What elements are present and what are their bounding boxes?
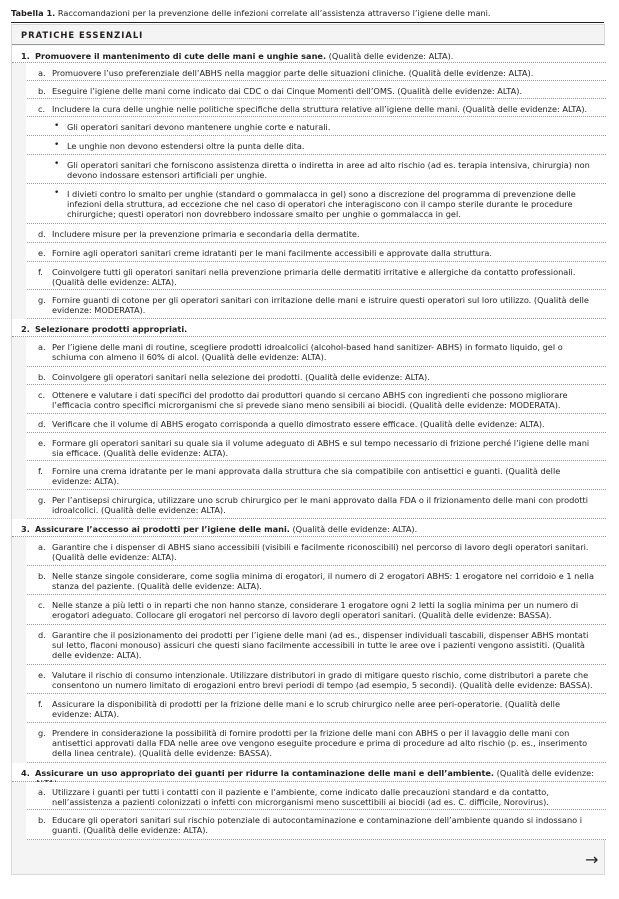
row-gutter [12, 117, 26, 137]
row-gutter [12, 537, 26, 567]
bullet-row [12, 117, 606, 136]
section-row [12, 519, 606, 537]
recommendation-row [12, 595, 606, 625]
recommendations-table [11, 24, 605, 875]
item-letter: d. [38, 419, 46, 429]
row-gutter [12, 337, 26, 368]
recommendation-row [12, 537, 606, 566]
row-gutter [12, 367, 26, 386]
recommendation-row [12, 262, 606, 290]
recommendation-row [12, 63, 606, 81]
bullet-marker: • [54, 159, 60, 169]
bullet-marker: • [54, 188, 60, 198]
row-gutter [12, 81, 26, 100]
section-title: Selezionare prodotti appropriati. [35, 324, 188, 334]
item-letter: f. [38, 466, 43, 476]
item-text: Prendere in considerazione la possibilità di fornire prodotti per la frizione delle mani con ABHS o per il lavaggio delle mani con antisettici approvati dalla FDA nelle aree ove vengono eseguite procedure e prima di procedure ad alto rischio (p. es., inserimento della linea centrale). (Qualità delle evidenze: BASSA). [52, 728, 588, 758]
recommendation-row [12, 694, 606, 723]
item-letter: a. [38, 787, 46, 797]
bullet-text: I divieti contro lo smalto per unghie (standard o gommalacca in gel) sono a discrezione del programma di prevenzione delle infezioni della struttura, ad eccezione che nel caso di operatori che interagiscono con il campo sterile durante le procedure chirurgiche; questi operatori non dovrebbero indossare smalto per unghie o gommalacca in gel. [67, 189, 576, 219]
recommendation-row [12, 99, 606, 117]
recommendation-row [12, 723, 606, 763]
recommendation-row [12, 385, 606, 414]
item-letter: g. [38, 495, 46, 505]
table-caption [11, 8, 611, 18]
table-caption-label: Tabella 1. [11, 8, 56, 18]
row-gutter [12, 665, 26, 695]
item-text: Garantire che i dispenser di ABHS siano accessibili (visibili e facilmente riconoscibili) nel percorso di lavoro degli operatori sanitari. (Qualità delle evidenze: ALTA). [52, 542, 589, 562]
section-text [35, 524, 598, 534]
item-letter: d. [38, 229, 46, 239]
recommendation-row [12, 290, 606, 319]
bullet-row [12, 155, 606, 184]
row-gutter [12, 63, 26, 82]
recommendation-row [12, 782, 606, 810]
row-gutter [12, 224, 26, 244]
section-text [35, 324, 598, 334]
section-row [12, 319, 606, 337]
item-letter: f. [38, 699, 43, 709]
row-gutter [12, 566, 26, 596]
item-text: Coinvolgere gli operatori sanitari nella selezione dei prodotti. (Qualità delle evidenze: ALTA). [52, 372, 430, 382]
row-gutter [12, 184, 26, 225]
recommendation-row [12, 224, 606, 243]
table-header: PRATICHE ESSENZIALI [12, 25, 604, 45]
bullet-text: Gli operatori sanitari devono mantenere unghie corte e naturali. [67, 122, 331, 132]
item-text: Eseguire l’igiene delle mani come indicato dai CDC o dai Cinque Momenti dell’OMS. (Qualità delle evidenze: ALTA). [52, 86, 523, 96]
recommendation-row [12, 81, 606, 99]
item-text: Fornire guanti di cotone per gli operatori sanitari con irritazione delle mani e istruire questi operatori sul loro utilizzo. (Qualità delle evidenze: MODERATA). [52, 295, 589, 315]
item-letter: b. [38, 571, 46, 581]
section-title: Promuovere il mantenimento di cute delle mani e unghie sane. [35, 51, 327, 61]
item-text: Promuovere l’uso preferenziale dell’ABHS nella maggior parte delle situazioni cliniche. (Qualità delle evidenze: ALTA). [52, 68, 534, 78]
bullet-text: Gli operatori sanitari che forniscono assistenza diretta o indiretta in aree ad alto rischio (ad es. terapia intensiva, chirurgia) non devono indossare estensori artificiali per unghie. [67, 160, 590, 180]
item-letter: e. [38, 248, 46, 258]
section-number: 1. [21, 51, 30, 61]
row-gutter [12, 782, 26, 811]
item-letter: b. [38, 372, 46, 382]
section-number: 2. [21, 324, 30, 334]
bullet-row [12, 184, 606, 224]
item-text: Fornire una crema idratante per le mani approvata dalla struttura che sia compatibile con antisettici e guanti. (Qualità delle evidenze: ALTA). [52, 466, 561, 486]
row-gutter [12, 490, 26, 520]
row-gutter [12, 694, 26, 724]
section-number: 3. [21, 524, 30, 534]
recommendation-row [12, 665, 606, 694]
recommendation-row [12, 337, 606, 367]
row-gutter [12, 385, 26, 415]
recommendation-row [12, 490, 606, 519]
table-caption-text: Raccomandazioni per la prevenzione delle infezioni correlate all’assistenza attraverso l’igiene delle mani. [55, 8, 491, 18]
item-text: Includere misure per la prevenzione primaria e secondaria della dermatite. [52, 229, 360, 239]
recommendation-row [12, 810, 606, 840]
row-gutter [12, 243, 26, 263]
item-letter: c. [38, 104, 46, 114]
row-gutter [12, 625, 26, 666]
row-gutter [12, 262, 26, 291]
section-evidence: (Qualità delle evidenze: ALTA). [326, 51, 454, 61]
row-gutter [12, 136, 26, 156]
item-text: Per l’igiene delle mani di routine, scegliere prodotti idroalcolici (alcohol-based hand sanitizer- ABHS) in formato liquido, gel o schiuma con almeno il 60% di alcol. (Qualità delle evidenze: ALTA). [52, 342, 563, 362]
row-gutter [12, 290, 26, 320]
item-letter: f. [38, 267, 43, 277]
item-text: Per l’antisepsi chirurgica, utilizzare uno scrub chirurgico per le mani approvato dalla FDA o il frizionamento delle mani con prodotti idroalcolici. (Qualità delle evidenze: ALTA). [52, 495, 589, 515]
item-text: Utilizzare i guanti per tutti i contatti con il paziente e l’ambiente, come indicato dalle precauzioni standard e da contatto, nell’assistenza a pazienti colonizzati o infetti con microrganismi meno suscettibili ai biocidi (ad es. C. difficile, Norovirus). [52, 787, 549, 807]
caption-divider [11, 22, 604, 23]
section-evidence: (Qualità delle evidenze: [496, 768, 594, 778]
recommendation-row [12, 566, 606, 595]
recommendation-row [12, 461, 606, 490]
item-text: Formare gli operatori sanitari su quale sia il volume adeguato di ABHS e sul tempo necessario di frizione perché l’igiene delle mani sia efficace. (Qualità delle evidenze: ALTA). [52, 438, 590, 458]
recommendation-row [12, 625, 606, 665]
item-letter: g. [38, 295, 46, 305]
item-text: Verificare che il volume di ABHS erogato corrisponda a quello dimostrato essere efficace. (Qualità delle evidenze: ALTA). [52, 419, 545, 429]
item-letter: e. [38, 438, 46, 448]
recommendation-row [12, 414, 606, 433]
row-gutter [12, 433, 26, 462]
section-text [35, 51, 598, 61]
recommendation-row [12, 433, 606, 461]
bullet-text: Le unghie non devono estendersi oltre la punta delle dita. [67, 141, 305, 151]
item-text: Assicurare la disponibilità di prodotti per la frizione delle mani e lo scrub chirurgico nelle aree peri-operatorie. (Qualità delle evidenze: ALTA). [52, 699, 560, 719]
row-gutter [12, 99, 26, 118]
row-gutter [12, 723, 26, 764]
item-letter: b. [38, 815, 46, 825]
item-letter: e. [38, 670, 46, 680]
section-row [12, 46, 606, 63]
section-number: 4. [21, 768, 30, 778]
item-letter: a. [38, 342, 46, 352]
row-gutter [12, 414, 26, 434]
item-letter: b. [38, 86, 46, 96]
item-text: Educare gli operatori sanitari sul rischio potenziale di autocontaminazione e contaminazione dell’ambiente quando si indossano i guanti. (Qualità delle evidenze: ALTA). [52, 815, 583, 835]
bullet-marker: • [54, 121, 60, 131]
row-gutter [12, 155, 26, 185]
bullet-row [12, 136, 606, 155]
item-text: Garantire che il posizionamento dei prodotti per l’igiene delle mani (ad es., dispenser individuali tascabili, dispenser ABHS montati sul letto, flaconi monouso) assicuri che questi siano facilmente accessibili in tutte le aree ove i pazienti vengono assistiti. (Qualità delle evidenze: ALTA). [52, 630, 589, 660]
bullet-marker: • [54, 140, 60, 150]
item-text: Coinvolgere tutti gli operatori sanitari nella prevenzione primaria delle dermatiti irritative e allergiche da contatto professionali. (Qualità delle evidenze: ALTA). [52, 267, 576, 287]
section-title: Assicurare un uso appropriato dei guanti per ridurre la contaminazione delle mani e dell’ambiente. [35, 768, 495, 778]
item-text: Ottenere e valutare i dati specifici del prodotto dai produttori quando si cercano ABHS con ingredienti che possono migliorare l’efficacia contro specifici microrganismi che si prevede siano meno sensibili ai biocidi. (Qualità delle evidenze: MODERATA). [52, 390, 568, 410]
next-page-arrow-icon[interactable]: → [585, 850, 599, 869]
recommendation-row [12, 243, 606, 262]
item-text: Nelle stanze singole considerare, come soglia minima di erogatori, il numero di 2 erogatori ABHS: 1 erogatore nel corridoio e 1 nella stanza del paziente. (Qualità delle evidenze: ALTA). [52, 571, 594, 591]
section-row [12, 763, 606, 782]
item-letter: c. [38, 390, 46, 400]
item-text: Nelle stanze a più letti o in reparti che non hanno stanze, considerare 1 erogatore ogni 2 letti la soglia minima per un numero di erogatori adeguato. Collocare gli erogatori nel percorso di lavoro degli operatori sanitari. (Qualità delle evidenze: BASSA). [52, 600, 579, 620]
section-evidence: (Qualità delle evidenze: ALTA). [289, 524, 418, 534]
item-letter: d. [38, 630, 46, 640]
recommendation-row [12, 367, 606, 385]
item-letter: g. [38, 728, 46, 738]
row-gutter [12, 461, 26, 491]
row-gutter [12, 595, 26, 626]
item-text: Includere la cura delle unghie nelle politiche specifiche della struttura relative all’igiene delle mani. (Qualità delle evidenze: ALTA). [52, 104, 588, 114]
section-title: Assicurare l’accesso ai prodotti per l’igiene delle mani. [35, 524, 290, 534]
row-gutter [12, 810, 26, 841]
item-letter: c. [38, 600, 46, 610]
item-letter: a. [38, 542, 46, 552]
item-text: Fornire agli operatori sanitari creme idratanti per le mani facilmente accessibili e approvate dalla struttura. [52, 248, 492, 258]
item-text: Valutare il rischio di consumo intenzionale. Utilizzare distributori in grado di mitigare questo rischio, come distributori a parete che consentono un numero limitato di erogazioni entro brevi periodi di tempo (ad esempio, 5 secondi). (Qualità delle evidenze: BASSA). [52, 670, 593, 690]
item-letter: a. [38, 68, 46, 78]
